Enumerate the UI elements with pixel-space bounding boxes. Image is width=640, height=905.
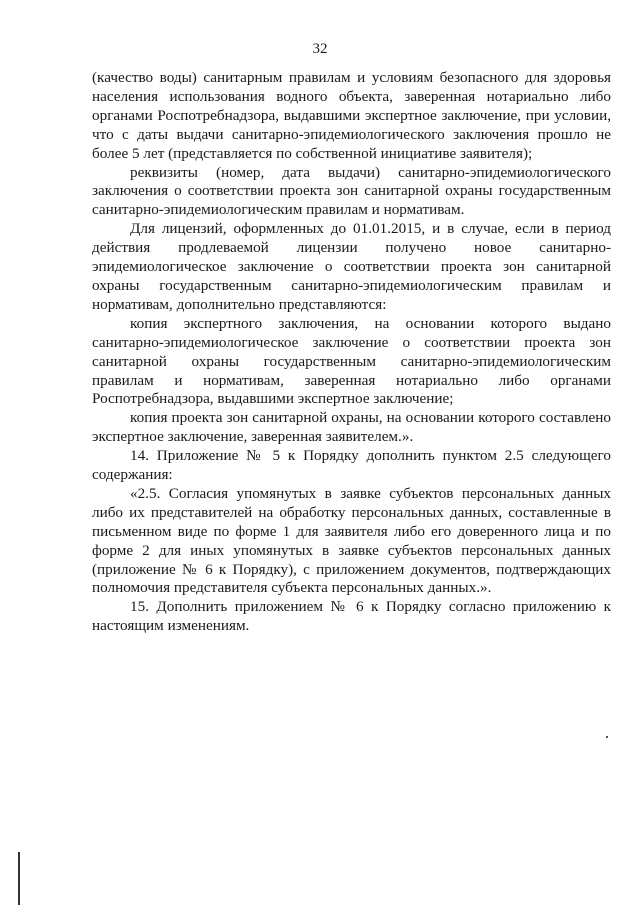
paragraph-water-quality-copy: (качество воды) санитарным правилам и условиям безопасного для здоровья населения использования водного объекта, заверенная нотариально либо органами Роспотребнадзора, выдавшими экспертное заключение, при условии, что с даты выдачи санитарно-эпидемиологического заключения прошло не более 5 лет (представляется по собственной инициативе заявителя);	[92, 69, 611, 162]
paragraph-item-15: 15. Дополнить приложением № 6 к Порядку согласно приложению к настоящим изменениям.	[92, 598, 611, 635]
paragraph-licenses-before-2015: Для лицензий, оформленных до 01.01.2015, и в случае, если в период действия продлеваемой лицензии получено новое санитарно-эпидемиологическое заключение о соответствии проекта зон санитарной охраны государственным санитарно-эпидемиологическим правилам и нормативам, дополнительно представляются:	[92, 220, 611, 313]
document-body	[92, 69, 611, 636]
scan-speck	[606, 736, 608, 738]
page-number: 32	[312, 41, 328, 57]
paragraph-project-copy: копия проекта зон санитарной охраны, на основании которого составлено экспертное заключение, заверенная заявителем.».	[92, 409, 611, 446]
paragraph-item-2-5: «2.5. Согласия упомянутых в заявке субъектов персональных данных либо их представителей на обработку персональных данных, составленные в письменном виде по форме 1 для заявителя либо его доверенного лица и по форме 2 для иных упомянутых в заявке субъектов персональных данных (приложение № 6 к Порядку), с приложением документов, подтверждающих полномочия представителя субъекта персональных данных.».	[92, 484, 611, 597]
binding-line	[18, 852, 20, 905]
paragraph-item-14: 14. Приложение № 5 к Порядку дополнить пунктом 2.5 следующего содержания:	[92, 447, 611, 484]
paragraph-requisites: реквизиты (номер, дата выдачи) санитарно-эпидемиологического заключения о соответствии проекта зон санитарной охраны государственным санитарно-эпидемиологическим правилам и нормативам.	[92, 163, 611, 219]
paragraph-expert-conclusion-copy: копия экспертного заключения, на основании которого выдано санитарно-эпидемиологическое заключение о соответствии проекта зон санитарной охраны государственным санитарно-эпидемиологическим правилам и нормативам, заверенная нотариально либо органами Роспотребнадзора, выдавшими экспертное заключение;	[92, 314, 611, 408]
